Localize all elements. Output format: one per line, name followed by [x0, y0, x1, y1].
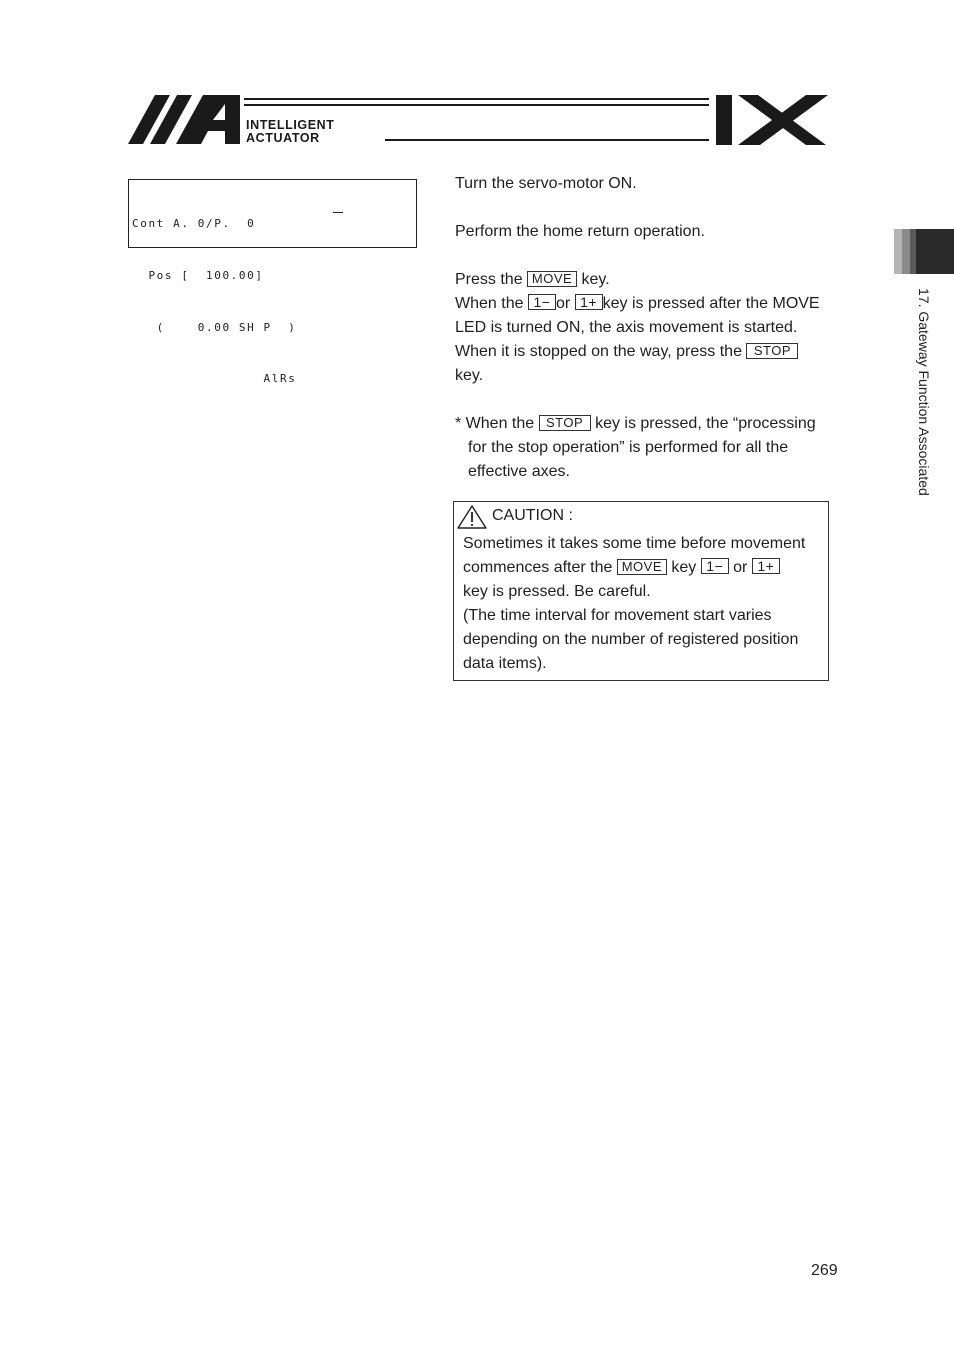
- header-rule-middle: [244, 104, 709, 106]
- brand-name-line-1: INTELLIGENT: [246, 118, 335, 132]
- jog-plus-key: 1+: [575, 294, 603, 310]
- step-press-move-suffix: key.: [581, 271, 610, 288]
- lcd-line-1: Cont A. 0/P. 0: [132, 217, 256, 231]
- caution-title: CAUTION :: [492, 507, 573, 524]
- caution-line-2-b: key: [671, 559, 697, 576]
- lcd-line-4: AlRs: [132, 372, 297, 386]
- page-number: 269: [811, 1262, 838, 1279]
- note-stop-prefix: * When the: [455, 415, 535, 432]
- header-rule-top: [244, 98, 709, 100]
- caution-minus-key: 1−: [701, 558, 729, 574]
- step-movement-started: LED is turned ON, the axis movement is started.: [455, 319, 798, 336]
- caution-move-key: MOVE: [617, 559, 667, 575]
- chapter-tab-icon: [894, 229, 954, 274]
- step-jog-keys-c: key is pressed after the MOVE: [602, 295, 820, 312]
- warning-triangle-icon: [457, 504, 489, 530]
- caution-line-6: data items).: [463, 655, 547, 672]
- step-jog-keys-b: or: [555, 295, 571, 312]
- note-stop-line-3: effective axes.: [468, 463, 570, 480]
- caution-line-3: key is pressed. Be careful.: [463, 583, 651, 600]
- note-stop-line-1: [455, 412, 816, 436]
- move-key: MOVE: [527, 271, 577, 287]
- stop-key: STOP: [746, 343, 798, 359]
- step-press-move-prefix: Press the: [455, 271, 523, 288]
- step-jog-keys: [455, 292, 820, 316]
- lcd-line-3: ( 0.00 SH P ): [132, 320, 297, 334]
- step-stop-on-way-text: When it is stopped on the way, press the: [455, 343, 742, 360]
- caution-plus-key: 1+: [752, 558, 780, 574]
- header-rule-bottom: [385, 139, 709, 141]
- caution-line-2-a: commences after the: [463, 559, 613, 576]
- step-press-move: [455, 268, 610, 292]
- lcd-cursor: [333, 212, 343, 213]
- caution-line-2-c: or: [733, 559, 748, 576]
- note-stop-suffix: key is pressed, the “processing: [595, 415, 816, 432]
- step-jog-keys-a: When the: [455, 295, 524, 312]
- lcd-line-2: Pos [ 100.00]: [132, 269, 264, 282]
- step-servo-on: Turn the servo-motor ON.: [455, 175, 637, 192]
- caution-line-2: [463, 556, 780, 580]
- intelligent-actuator-logo-icon: [128, 95, 240, 144]
- caution-line-5: depending on the number of registered position: [463, 631, 799, 648]
- brand-name-line-2: ACTUATOR: [246, 131, 320, 145]
- caution-line-4: (The time interval for movement start varies: [463, 607, 772, 624]
- chapter-side-label: 17. Gateway Function Associated: [916, 288, 932, 496]
- step-home-return: Perform the home return operation.: [455, 223, 705, 240]
- note-stop-key: STOP: [539, 415, 591, 431]
- jog-minus-key: 1−: [528, 294, 556, 310]
- step-stop-on-way: [455, 340, 798, 364]
- note-stop-line-2: for the stop operation” is performed for all the: [468, 439, 789, 456]
- caution-line-1: Sometimes it takes some time before movement: [463, 535, 806, 552]
- ix-series-logo-icon: [716, 95, 828, 145]
- teaching-pendant-lcd: [128, 179, 417, 386]
- step-key-word: key.: [455, 367, 484, 384]
